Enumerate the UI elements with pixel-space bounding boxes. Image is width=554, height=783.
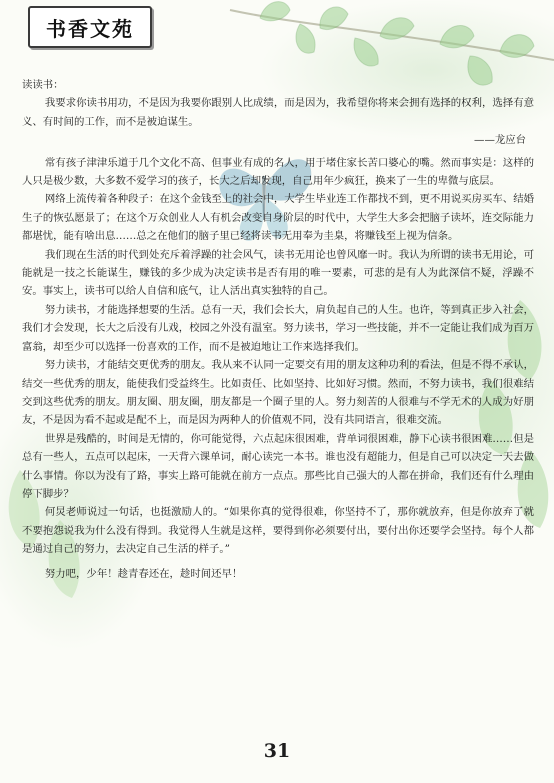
paragraph: 网络上流传着各种段子：在这个金钱至上的社会中，大学生毕业连工作都找不到，更不用说买房买车、结婚生子的恢弘愿景了；在这个万众创业人人有机会改变自身阶层的时代中，大学生大多会把脑子读坏，连交际能力都堪忧，能有啥出息……总之在他们的脑子里已经将读书无用奉为圭臬，将赚钱至上视为信条。 xyxy=(22,193,534,243)
quote-signature: ——龙应台 xyxy=(474,134,526,147)
paragraph: 努力读书，才能结交更优秀的朋友。我从来不认同一定要交有用的朋友这种功利的看法，但是不得不承认，结交一些优秀的朋友，能使我们受益终生。比如责任、比如坚持、比如好习惯。然而，不努力读书，我们很难结交到这些优秀的朋友。朋友圈、朋友圈，朋友都是一个圈子里的人。努力刻苦的人很难与不学无术的人成为好朋友，不是因为看不起或是配不上，而是因为两种人的价值观不同，没有共同语言，很难交流。 xyxy=(22,359,534,427)
article-heading: 读读书： xyxy=(22,79,64,91)
article-body xyxy=(22,76,534,583)
paragraph: 我们现在生活的时代到处充斥着浮躁的社会风气，读书无用论也曾风靡一时。我认为所谓的读书无用论，可能就是一技之长能谋生，赚钱的多少成为决定读书是否有用的唯一要素，可悲的是有人为此深信不疑，浮躁不安。事实上，读书可以给人自信和底气，让人活出真实独特的自己。 xyxy=(22,248,534,298)
closing-line: 努力吧，少年！趁青春还在，趁时间还早！ xyxy=(44,567,243,580)
paragraph: 世界是残酷的，时间是无情的，你可能觉得，六点起床很困难，背单词很困难，静下心读书很困难……但是总有一些人，五点可以起床，一天背六课单词，耐心读完一本书。谁也没有超能力，但是自己可以决定一天去做什么事情。你以为没有了路，事实上路可能就在前方一点点。那些比自己强大的人都在拼命，我们还有什么理由停下脚步？ xyxy=(22,432,534,500)
page-number: 31 xyxy=(263,740,291,762)
quote-paragraph: 我要求你读书用功，不是因为我要你跟别人比成绩，而是因为，我希望你将来会拥有选择的权利，选择有意义、有时间的工作，而不是被迫谋生。 xyxy=(22,97,534,128)
paragraph: 努力读书，才能选择想要的生活。总有一天，我们会长大，肩负起自己的人生。也许，等到真正步入社会，我们才会发现，长大之后没有儿戏，校园之外没有温室。努力读书，学习一些技能，并不一定能让我们成为百万富翁，却至少可以选择一份喜欢的工作，而不是被迫地让工作来选择我们。 xyxy=(22,303,534,353)
section-title: 书香文苑 xyxy=(28,6,152,48)
paragraph: 何炅老师说过一句话，也挺激励人的。“如果你真的觉得很难，你坚持不了，那你就放弃，但是你放弃了就不要抱怨说我为什么没有得到。我觉得人生就是这样，要得到你必须要付出，要付出你还要学会坚持。每个人都是通过自己的努力，去决定自己生活的样子。” xyxy=(22,506,534,556)
paragraph: 常有孩子津津乐道于几个文化不高、但事业有成的名人，用于堵住家长苦口婆心的嘴。然而事实是：这样的人只是极少数，大多数不爱学习的孩子，长大之后却发现，自己用年少疯狂，换来了一生的卑微与底层。 xyxy=(22,156,534,188)
